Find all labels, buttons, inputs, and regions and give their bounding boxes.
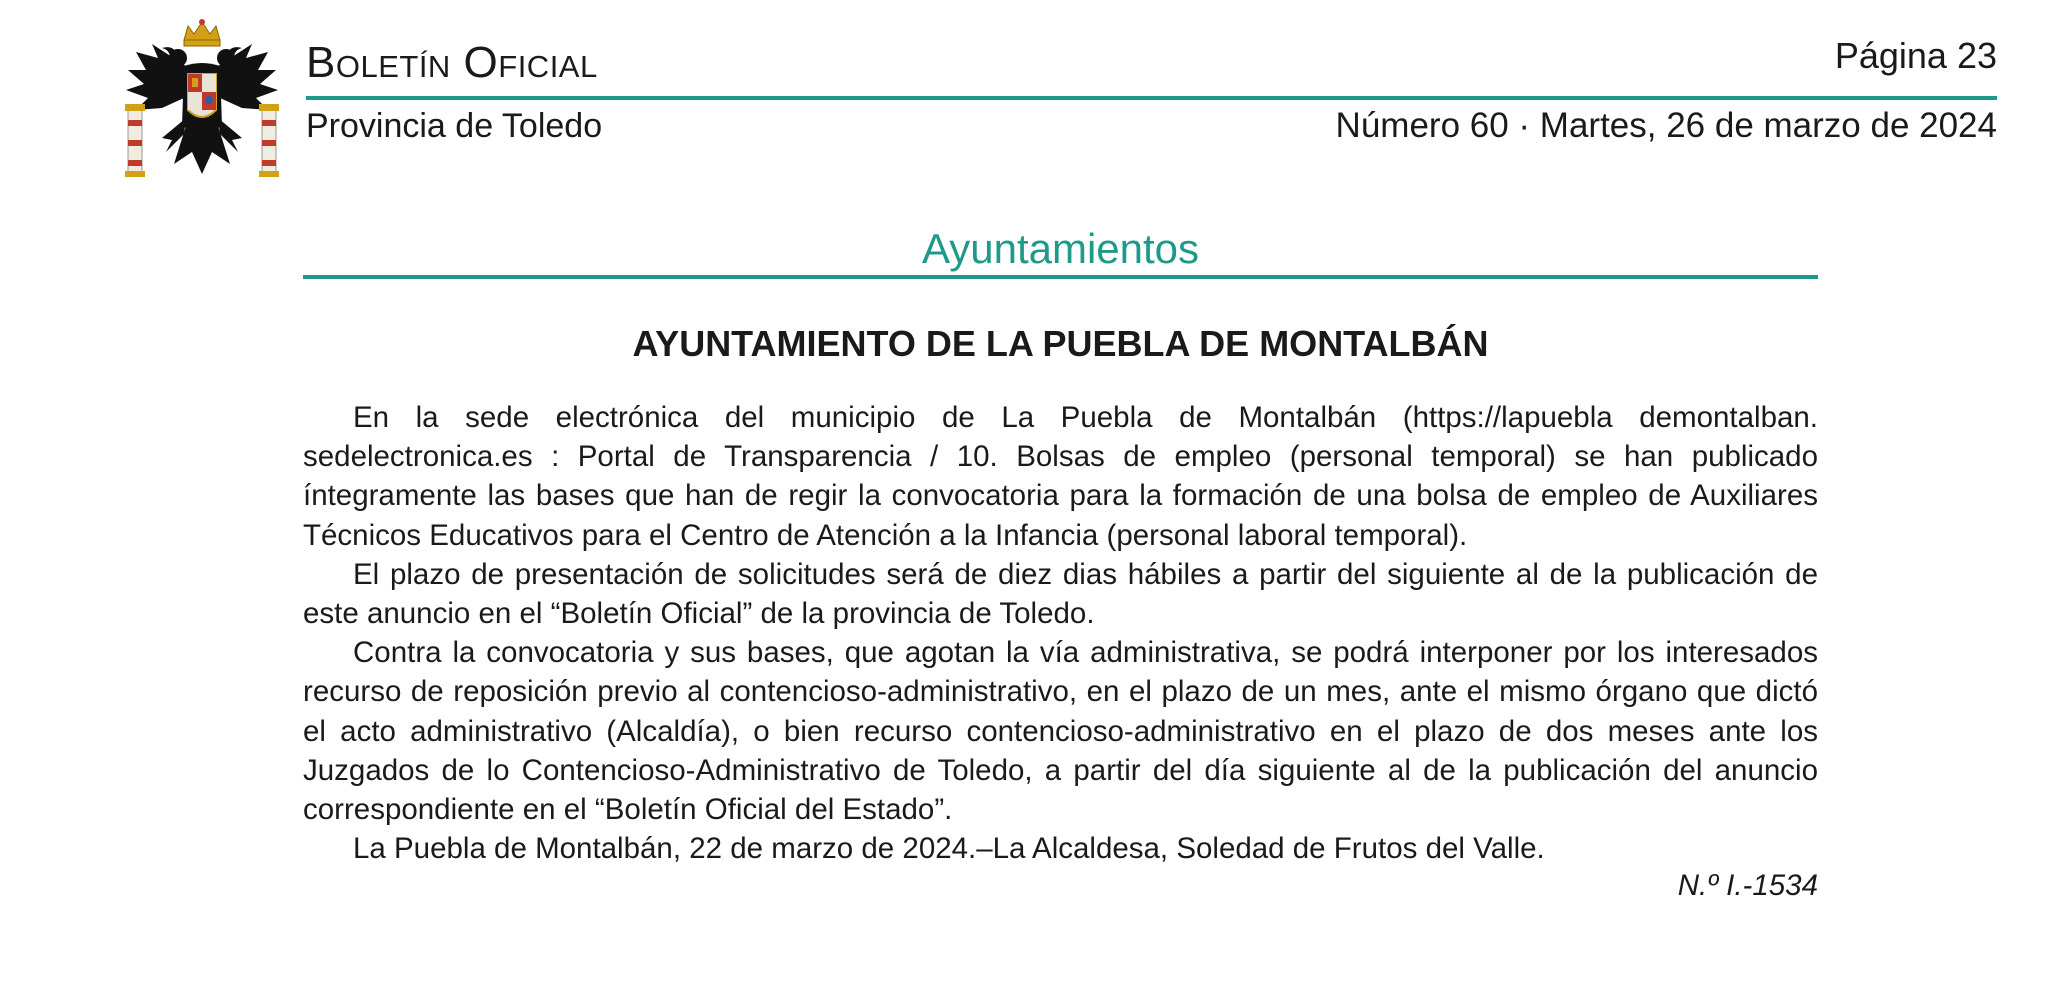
header-divider	[306, 96, 1997, 100]
reference-number: N.º I.-1534	[1677, 869, 1818, 902]
section-divider	[303, 275, 1818, 279]
announcement-body	[303, 398, 1818, 868]
page-number: Página 23	[1834, 35, 1997, 76]
paragraph: Contra la convocatoria y sus bases, que agotan la vía administrativa, se podrá interponer por los interesados recurso de reposición previo al contencioso-administrativo, en el plazo de un mes, ante el mismo órgano que dictó el acto administrativo (Alcaldía), o bien recurso contencioso-administrativo en el plazo de dos meses ante los Juzgados de lo Contencioso-Administrativo de Toledo, a partir del día siguiente al de la publicación del anuncio correspondiente en el “Boletín Oficial del Estado”.	[303, 636, 1818, 827]
paragraph: El plazo de presentación de solicitudes será de diez dias hábiles a partir del siguiente al de la publicación de este anuncio en el “Boletín Oficial” de la provincia de Toledo.	[303, 557, 1818, 631]
province-name: Provincia de Toledo	[306, 107, 603, 145]
paragraph: En la sede electrónica del municipio de La Puebla de Montalbán (https://lapuebla demontalban. sedelectronica.es : Portal de Transparencia / 10. Bolsas de empleo (personal temporal) se han publicado íntegramente las bases que han de regir la convocatoria para la formación de una bolsa de empleo de Auxiliares Técnicos Educativos para el Centro de Atención a la Infancia (personal laboral temporal).	[303, 401, 1818, 552]
organization-heading: AYUNTAMIENTO DE LA PUEBLA DE MONTALBÁN	[632, 323, 1489, 364]
signature-line: La Puebla de Montalbán, 22 de marzo de 2024.–La Alcaldesa, Soledad de Frutos del Valle.	[353, 832, 1545, 866]
publication-title: Boletín Oficial	[306, 38, 598, 87]
section-title: Ayuntamientos	[921, 225, 1200, 272]
issue-number-date: Número 60 · Martes, 26 de marzo de 2024	[1335, 106, 1997, 145]
toledo-coat-of-arms-icon	[122, 14, 282, 184]
